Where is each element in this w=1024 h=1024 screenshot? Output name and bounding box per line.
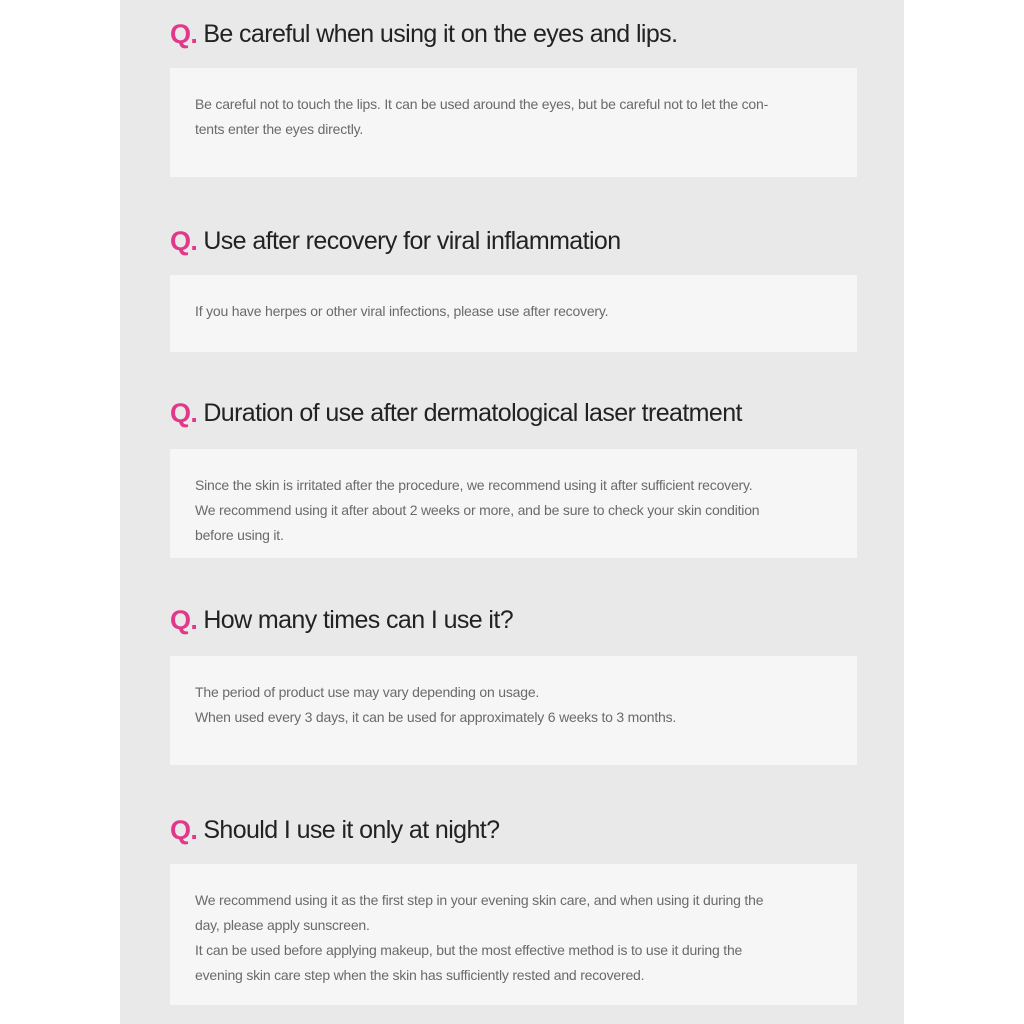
q-mark: Q. bbox=[170, 397, 198, 428]
answer-box bbox=[170, 656, 857, 765]
question-heading bbox=[170, 219, 857, 263]
answer-box bbox=[170, 864, 857, 1005]
answer-line: before using it. bbox=[195, 527, 284, 543]
question-text: Should I use it only at night? bbox=[203, 815, 500, 844]
answer-line: We recommend using it as the first step in your evening skin care, and when using it during the bbox=[195, 892, 764, 908]
answer-line: tents enter the eyes directly. bbox=[195, 121, 364, 137]
faq-panel bbox=[120, 0, 904, 1024]
faq-item bbox=[170, 808, 857, 983]
answer-box bbox=[170, 68, 857, 177]
answer-box bbox=[170, 449, 857, 558]
q-mark: Q. bbox=[170, 18, 198, 49]
question-heading bbox=[170, 12, 857, 56]
answer-line: Be careful not to touch the lips. It can be used around the eyes, but be careful not to let the con- bbox=[195, 96, 769, 112]
q-mark: Q. bbox=[170, 225, 198, 256]
answer-line: When used every 3 days, it can be used for approximately 6 weeks to 3 months. bbox=[195, 709, 677, 725]
answer-box bbox=[170, 275, 857, 352]
question-text: Be careful when using it on the eyes and lips. bbox=[203, 19, 678, 48]
q-mark: Q. bbox=[170, 604, 198, 635]
faq-item bbox=[170, 12, 857, 137]
answer-line: day, please apply sunscreen. bbox=[195, 917, 370, 933]
question-text: Use after recovery for viral inflammation bbox=[203, 226, 621, 255]
faq-item bbox=[170, 598, 857, 725]
question-heading bbox=[170, 598, 857, 642]
question-heading bbox=[170, 808, 857, 852]
question-text: Duration of use after dermatological laser treatment bbox=[203, 398, 742, 427]
answer-line: The period of product use may vary depending on usage. bbox=[195, 684, 540, 700]
answer-line: We recommend using it after about 2 weeks or more, and be sure to check your skin condition bbox=[195, 502, 760, 518]
answer-line: Since the skin is irritated after the procedure, we recommend using it after sufficient recovery. bbox=[195, 477, 753, 493]
question-heading bbox=[170, 391, 857, 435]
answer-line: evening skin care step when the skin has sufficiently rested and recovered. bbox=[195, 967, 645, 983]
answer-line: It can be used before applying makeup, but the most effective method is to use it during the bbox=[195, 942, 743, 958]
faq-item bbox=[170, 219, 857, 319]
answer-line: If you have herpes or other viral infections, please use after recovery. bbox=[195, 303, 609, 319]
faq-item bbox=[170, 391, 857, 543]
question-text: How many times can I use it? bbox=[203, 605, 514, 634]
q-mark: Q. bbox=[170, 814, 198, 845]
